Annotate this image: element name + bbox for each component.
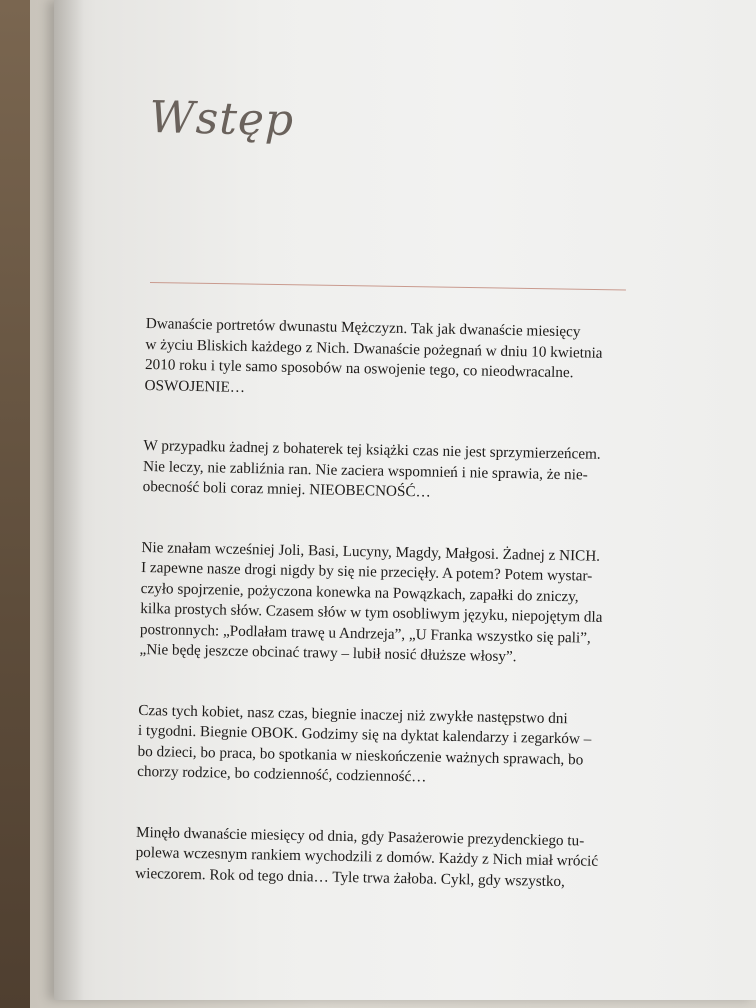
text-line: Minęło dwanaście miesięcy od dnia, gdy Pasażerowie prezydenckiego tu- bbox=[135, 823, 585, 850]
chapter-body bbox=[134, 314, 630, 933]
gutter-shadow bbox=[54, 0, 84, 1000]
text-line: Dwanaście portretów dwunastu Mężczyzn. Tak jak dwanaście miesięcy bbox=[145, 314, 581, 341]
text-line: wieczorem. Rok od tego dnia… Tyle trwa żałoba. Cykl, gdy wszystko, bbox=[135, 864, 566, 890]
text-line: Czas tych kobiet, nasz czas, biegnie inaczej niż zwykłe następstwo dni bbox=[138, 701, 568, 727]
text-line: 2010 roku i tyle samo sposobów na oswojenie tego, co nieodwracalne. bbox=[144, 355, 574, 382]
paragraph-1 bbox=[144, 314, 629, 405]
text-line: polewa wczesnym rankiem wychodzili z domów. Każdy z Nich miał wrócić bbox=[135, 843, 599, 870]
paragraph-2 bbox=[142, 436, 627, 507]
paragraph-4 bbox=[137, 700, 622, 791]
text-line: i tygodni. Biegnie OBOK. Godzimy się na dyktat kalendarzy i zegarków – bbox=[137, 721, 592, 748]
chapter-title: Wstęp bbox=[148, 92, 295, 147]
text-line: czyło spojrzenie, pożyczona konewka na Powązkach, zapałki do zniczy, bbox=[140, 579, 579, 605]
text-line: bo dzieci, bo praca, bo spotkania w nieskończenie ważnych sprawach, bo bbox=[137, 742, 584, 768]
text-line: OSWOJENIE… bbox=[144, 376, 246, 396]
paragraph-5 bbox=[135, 822, 620, 893]
text-line: chorzy rodzice, bo codzienność, codzienność… bbox=[137, 762, 427, 786]
text-line: w życiu Bliskich każdego z Nich. Dwanaście pożegnań w dniu 10 kwietnia bbox=[145, 335, 603, 362]
text-line: Nie znałam wcześniej Joli, Basi, Lucyny, Magdy, Małgosi. Żadnej z NICH. bbox=[141, 538, 601, 565]
text-line: „Nie będę jeszcze obcinać trawy – lubił nosić dłuższe włosy”. bbox=[139, 640, 517, 666]
text-line: obecność boli coraz mniej. NIEOBECNOŚĆ… bbox=[142, 477, 431, 501]
text-line: W przypadku żadnej z bohaterek tej książki czas nie jest sprzymierzeńcem. bbox=[143, 436, 601, 463]
text-line: Nie leczy, nie zabliźnia ran. Nie zaciera wspomnień i nie sprawia, że nie- bbox=[142, 457, 588, 484]
text-line: I zapewne nasze drogi nigdy by się nie przecięły. A potem? Potem wystar- bbox=[140, 558, 593, 585]
text-line: kilka prostych słów. Czasem słów w tym osobliwym języku, niepojętym dla bbox=[140, 599, 603, 626]
paragraph-3 bbox=[139, 537, 625, 669]
text-line: postronnych: „Podlałam trawę u Andrzeja”, „U Franka wszystko się pali”, bbox=[139, 620, 591, 647]
